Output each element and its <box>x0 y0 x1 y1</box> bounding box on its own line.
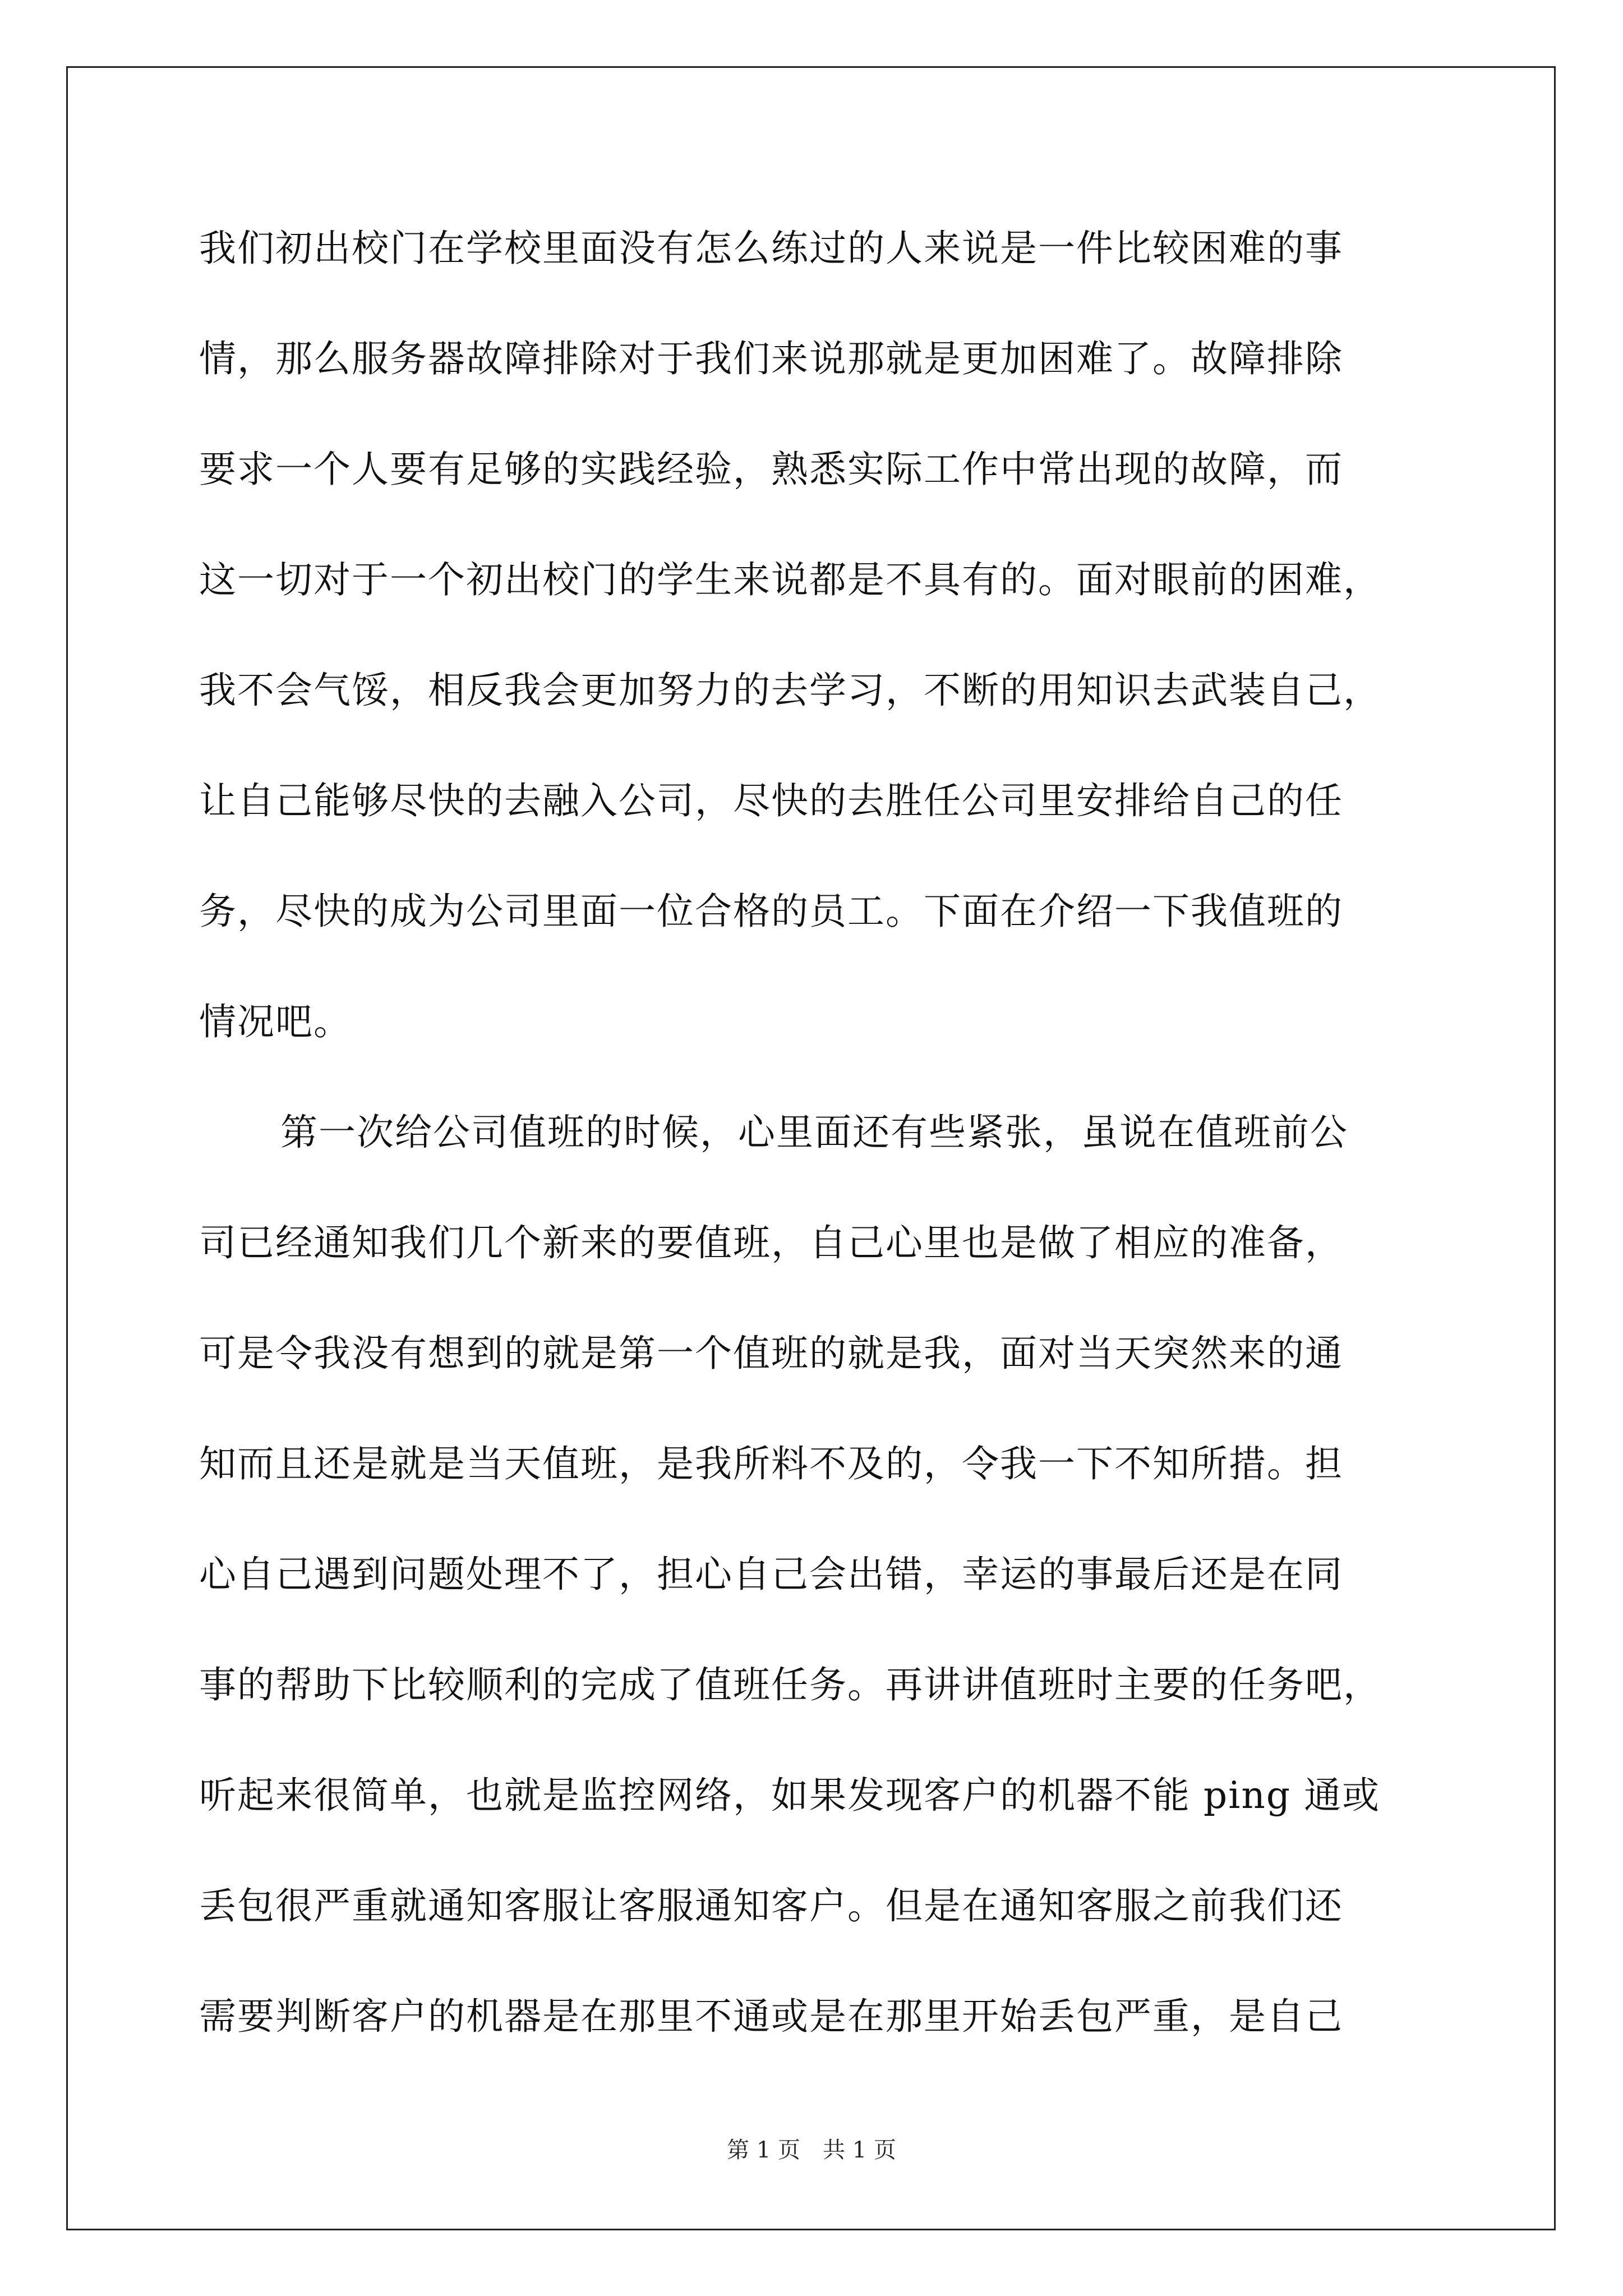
paragraph-line: 这一切对于一个初出校门的学生来说都是不具有的。面对眼前的困难， <box>199 558 1381 601</box>
paragraph-line: 让自己能够尽快的去融入公司，尽快的去胜任公司里安排给自己的任 <box>199 779 1343 822</box>
paragraph-line: 事的帮助下比较顺利的完成了值班任务。再讲讲值班时主要的任务吧， <box>199 1663 1381 1706</box>
paragraph-first-line: 第一次给公司值班的时候，心里面还有些紧张，虽说在值班前公 <box>280 1111 1348 1154</box>
paragraph-line: 要求一个人要有足够的实践经验，熟悉实际工作中常出现的故障，而 <box>199 448 1343 491</box>
paragraph-line: 需要判断客户的机器是在那里不通或是在那里开始丢包严重，是自己 <box>199 1995 1343 2038</box>
paragraph-line: 司已经通知我们几个新来的要值班，自己心里也是做了相应的准备， <box>199 1221 1343 1264</box>
paragraph-line: 我不会气馁，相反我会更加努力的去学习，不断的用知识去武装自己， <box>199 669 1381 712</box>
paragraph-line: 我们初出校门在学校里面没有怎么练过的人来说是一件比较困难的事 <box>199 227 1343 270</box>
paragraph-line: 情况吧。 <box>199 1000 352 1043</box>
paragraph-line: 情，那么服务器故障排除对于我们来说那就是更加困难了。故障排除 <box>199 337 1343 380</box>
paragraph-line: 丢包很严重就通知客服让客服通知客户。但是在通知客服之前我们还 <box>199 1884 1343 1927</box>
paragraph-line: 知而且还是就是当天值班，是我所料不及的，令我一下不知所措。担 <box>199 1442 1343 1485</box>
document-body <box>199 222 1433 2100</box>
paragraph-line: 可是令我没有想到的就是第一个值班的就是我，面对当天突然来的通 <box>199 1332 1343 1375</box>
page-number-footer: 第 1 页 共 1 页 <box>727 2137 896 2163</box>
paragraph-line: 心自己遇到问题处理不了，担心自己会出错，幸运的事最后还是在同 <box>199 1553 1343 1596</box>
paragraph-line: 务，尽快的成为公司里面一位合格的员工。下面在介绍一下我值班的 <box>199 890 1343 933</box>
paragraph-line: 听起来很简单，也就是监控网络，如果发现客户的机器不能 ping 通或 <box>199 1774 1381 1817</box>
